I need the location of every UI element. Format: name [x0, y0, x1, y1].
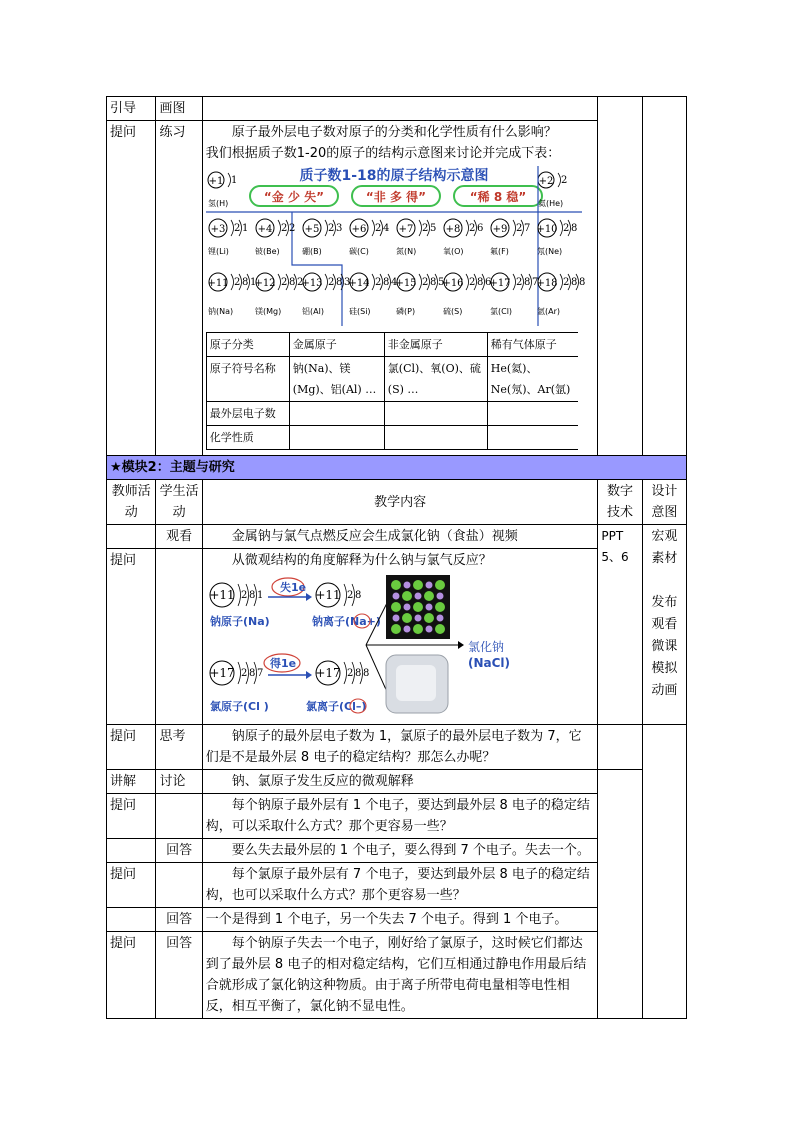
row-label: 化学性质 — [206, 426, 289, 450]
header-tech: 数字技术 — [598, 480, 642, 525]
shell-electron-count: 2 — [296, 277, 304, 288]
shell-electron-count: 1 — [241, 223, 249, 234]
shell-electron-count: 6 — [484, 277, 492, 288]
content-cell: 每个氯原子最外层有 7 个电子，要达到最外层 8 电子的稳定结构，也可以采取什么方式？那个更容易一些？ — [202, 863, 598, 908]
nucleus-charge: +6 — [351, 224, 367, 235]
spacer — [646, 570, 683, 592]
shell-electron-count: 4 — [390, 277, 398, 288]
content-cell: 一个是得到 1 个电子，另一个失去 7 个电子。得到 1 个电子。 — [202, 908, 598, 932]
nucleus-charge: +8 — [445, 224, 461, 235]
shell-electron-count: 2 — [468, 223, 476, 234]
content-cell: 钠原子的最外层电子数为 1，氯原子的最外层电子数为 7，它们是不是最外层 8 电子的稳定结构？那怎么办呢？ — [202, 725, 598, 770]
tech-cell — [598, 97, 642, 456]
atom-diagram — [209, 661, 263, 685]
nonmetal-atoms: 氯(Cl)、氧(O)、硫(S) … — [384, 357, 487, 402]
sodium-ion-sphere — [392, 615, 399, 622]
content-cell: 每个钠原子失去一个电子，刚好给了氯原子，这时候它们都达到了最外层 8 电子的相对稳定结构，它们互相通过静电作用最后结合就形成了氯化钠这种物质。由于离子所带电荷电量相等电性相反，相互平衡了，氯化钠不显电性。 — [202, 932, 598, 1019]
module-banner: ★模块2：主题与研究 — [107, 456, 687, 480]
shell-electron-count: 5 — [429, 223, 437, 234]
rule-badge-label: “金 少 失” — [263, 190, 324, 204]
cl-atom-label: 氯原子(Cl ) — [209, 700, 269, 713]
shell-electron-count: 1 — [230, 175, 238, 186]
nucleus-charge: +1 — [208, 176, 224, 187]
chloride-ion-sphere — [391, 580, 401, 590]
cl-ion-label: 氯离子(Cl–) — [305, 700, 367, 713]
chloride-ion-sphere — [413, 580, 423, 590]
header-cell: 金属原子 — [289, 333, 384, 357]
nucleus-charge: +9 — [492, 224, 508, 235]
shell-electron-count: 8 — [248, 590, 256, 601]
shell-electron-count: 8 — [362, 668, 370, 679]
element-name: 钠(Na) — [207, 307, 233, 316]
chloride-ion-sphere — [435, 580, 445, 590]
na-ion-label: 钠离子(Na+) — [311, 615, 381, 628]
student-activity-cell — [156, 863, 202, 908]
sodium-ion-sphere — [403, 582, 410, 589]
element-name: 氟(F) — [489, 247, 509, 256]
design-cell — [642, 97, 686, 456]
header-cell: 稀有气体原子 — [487, 333, 578, 357]
student-activity-cell: 思考 — [156, 725, 202, 770]
question-text: 原子最外层电子数对原子的分类和化学性质有什么影响？ — [231, 125, 557, 140]
shell-electron-count: 4 — [382, 223, 390, 234]
tech-cell: PPT 5、6 — [598, 525, 642, 725]
element-name: 氢(H) — [207, 199, 229, 208]
sodium-ion-sphere — [403, 626, 410, 633]
student-activity-cell: 讨论 — [156, 770, 202, 794]
teacher-activity-cell: 提问 — [107, 794, 156, 839]
row-label: 最外层电子数 — [206, 402, 289, 426]
teacher-activity-cell: 讲解 — [107, 770, 156, 794]
content-cell — [202, 549, 598, 725]
nucleus-charge: +14 — [348, 278, 370, 289]
teacher-activity-cell: 提问 — [107, 121, 156, 456]
nucleus-charge: +2 — [538, 176, 554, 187]
sodium-ion-sphere — [392, 593, 399, 600]
product-formula: (NaCl) — [467, 656, 510, 670]
teacher-activity-cell: 提问 — [107, 725, 156, 770]
nucleus-charge: +11 — [209, 588, 235, 602]
shell-electron-count: 2 — [562, 223, 570, 234]
shell-electron-count: 2 — [233, 277, 241, 288]
row-label: 原子符号名称 — [206, 357, 289, 402]
empty-cell — [289, 426, 384, 450]
atom-diagram — [209, 583, 263, 607]
shell-electron-count: 2 — [327, 277, 335, 288]
header-cell: 原子分类 — [206, 333, 289, 357]
chloride-ion-sphere — [424, 613, 434, 623]
design-intent-text: 宏观素材 — [651, 529, 678, 566]
student-activity-cell: 观看 — [156, 525, 202, 549]
chloride-ion-sphere — [435, 624, 445, 634]
shell-electron-count: 2 — [374, 223, 382, 234]
nucleus-charge: +16 — [442, 278, 464, 289]
student-activity-cell: 画图 — [156, 97, 202, 121]
empty-cell — [384, 426, 487, 450]
teacher-activity-cell: 提问 — [107, 549, 156, 725]
nucleus-charge: +13 — [301, 278, 323, 289]
chloride-ion-sphere — [402, 591, 412, 601]
design-cell — [642, 525, 686, 725]
shell-electron-count: 2 — [346, 668, 354, 679]
shell-electron-count: 8 — [429, 277, 437, 288]
shell-electron-count: 2 — [562, 277, 570, 288]
shell-electron-count: 2 — [560, 175, 568, 186]
shell-electron-count: 2 — [280, 223, 288, 234]
shell-electron-count: 7 — [523, 223, 531, 234]
sodium-ion-sphere — [425, 626, 432, 633]
content-cell: 每个钠原子最外层有 1 个电子，要达到最外层 8 电子的稳定结构，可以采取什么方式？那个更容易一些？ — [202, 794, 598, 839]
nucleus-charge: +7 — [398, 224, 414, 235]
shell-electron-count: 1 — [249, 277, 257, 288]
atom-diagram — [315, 661, 369, 685]
shell-electron-count: 8 — [570, 223, 578, 234]
table-row — [107, 525, 687, 549]
element-name: 氖(Ne) — [536, 247, 562, 256]
element-name: 铍(Be) — [254, 247, 280, 256]
atom-classification-table — [206, 332, 578, 450]
shell-electron-count: 3 — [343, 277, 351, 288]
nucleus-charge: +4 — [257, 224, 273, 235]
element-name: 氯(Cl) — [489, 307, 512, 316]
chloride-ion-sphere — [391, 602, 401, 612]
nucleus-charge: +11 — [207, 278, 229, 289]
sodium-ion-sphere — [403, 604, 410, 611]
nucleus-charge: +17 — [315, 666, 341, 680]
nucleus-charge: +3 — [210, 224, 226, 235]
chloride-ion-sphere — [413, 602, 423, 612]
content-cell: 金属钠与氯气点燃反应会生成氯化钠（食盐）视频 — [202, 525, 598, 549]
tech-cell — [598, 770, 642, 1019]
shell-electron-count: 8 — [248, 668, 256, 679]
header-cell: 非金属原子 — [384, 333, 487, 357]
element-name: 氮(N) — [395, 247, 417, 256]
design-intent-text: 发布观看微课模拟动画 — [651, 595, 678, 698]
element-name: 镁(Mg) — [254, 307, 282, 316]
gain-electron-label: 得1e — [269, 657, 296, 670]
metal-atoms: 钠(Na)、镁(Mg)、铝(Al) … — [289, 357, 384, 402]
nucleus-charge: +12 — [254, 278, 276, 289]
teacher-activity-cell — [107, 839, 156, 863]
nucleus-charge: +10 — [536, 224, 558, 235]
salt-crystal-highlight — [396, 665, 436, 701]
shell-electron-count: 2 — [515, 277, 523, 288]
arrow-head — [306, 671, 312, 679]
sodium-ion-sphere — [436, 593, 443, 600]
teacher-activity-cell — [107, 525, 156, 549]
shell-electron-count: 8 — [578, 277, 586, 288]
tech-cell — [598, 725, 642, 770]
element-name: 硫(S) — [442, 307, 463, 316]
lose-electron-label: 失1e — [279, 581, 306, 594]
header-design: 设计意图 — [642, 480, 686, 525]
chloride-ion-sphere — [391, 624, 401, 634]
shell-electron-count: 6 — [476, 223, 484, 234]
shell-electron-count: 8 — [335, 277, 343, 288]
nucleus-charge: +17 — [209, 666, 235, 680]
shell-electron-count: 8 — [354, 590, 362, 601]
shell-electron-count: 2 — [327, 223, 335, 234]
table-row — [107, 97, 687, 121]
figure-title: 质子数1-18的原子结构示意图 — [299, 168, 489, 184]
rule-badge-label: “稀 8 稳” — [469, 190, 527, 204]
module-banner-row — [107, 456, 687, 480]
product-name: 氯化钠 — [467, 640, 504, 654]
teacher-activity-cell: 提问 — [107, 932, 156, 1019]
element-name: 氩(Ar) — [536, 307, 560, 316]
student-activity-cell: 回答 — [156, 839, 202, 863]
atom-diagram — [315, 583, 361, 607]
table-row — [206, 426, 578, 450]
empty-cell — [289, 402, 384, 426]
shell-electron-count: 8 — [570, 277, 578, 288]
lesson-plan-table — [106, 96, 687, 1019]
shell-electron-count: 8 — [288, 277, 296, 288]
shell-electron-count: 1 — [256, 590, 264, 601]
sodium-ion-sphere — [414, 593, 421, 600]
shell-electron-count: 2 — [288, 223, 296, 234]
header-row — [107, 480, 687, 525]
element-name: 硼(B) — [301, 247, 322, 256]
atomic-structure-diagram — [206, 166, 586, 326]
header-content: 教学内容 — [202, 480, 598, 525]
nacl-crystal-image — [386, 575, 450, 639]
sodium-ion-sphere — [414, 615, 421, 622]
student-activity-cell: 练习 — [156, 121, 202, 456]
shell-electron-count: 2 — [374, 277, 382, 288]
empty-cell — [487, 426, 578, 450]
design-cell — [642, 725, 686, 1019]
sodium-ion-sphere — [425, 582, 432, 589]
element-name: 硅(Si) — [348, 307, 371, 316]
empty-cell — [487, 402, 578, 426]
element-name: 碳(C) — [348, 247, 369, 256]
shell-electron-count: 8 — [476, 277, 484, 288]
chloride-ion-sphere — [413, 624, 423, 634]
shell-electron-count: 2 — [233, 223, 241, 234]
nucleus-charge: +5 — [304, 224, 320, 235]
table-row — [206, 333, 578, 357]
shell-electron-count: 2 — [346, 590, 354, 601]
shell-electron-count: 8 — [241, 277, 249, 288]
shell-electron-count: 2 — [240, 590, 248, 601]
chloride-ion-sphere — [424, 591, 434, 601]
sodium-ion-sphere — [436, 615, 443, 622]
student-activity-cell — [156, 549, 202, 725]
nucleus-charge: +17 — [489, 278, 511, 289]
student-activity-cell: 回答 — [156, 932, 202, 1019]
shell-electron-count: 2 — [421, 223, 429, 234]
chloride-ion-sphere — [402, 613, 412, 623]
shell-electron-count: 7 — [531, 277, 539, 288]
student-activity-cell — [156, 794, 202, 839]
shell-electron-count: 3 — [335, 223, 343, 234]
shell-electron-count: 5 — [437, 277, 445, 288]
shell-electron-count: 2 — [468, 277, 476, 288]
na-atom-label: 钠原子(Na) — [209, 615, 270, 628]
header-student: 学生活动 — [156, 480, 202, 525]
shell-electron-count: 8 — [382, 277, 390, 288]
chloride-ion-sphere — [435, 602, 445, 612]
element-name: 锂(Li) — [207, 247, 229, 256]
element-name: 氧(O) — [442, 247, 464, 256]
empty-cell — [384, 402, 487, 426]
element-name: 氦(He) — [537, 199, 563, 208]
question-text: 从微观结构的角度解释为什么钠与氯气反应？ — [231, 553, 492, 568]
nacl-formation-diagram — [206, 573, 582, 721]
nucleus-charge: +11 — [315, 588, 341, 602]
instruction-text: 我们根据质子数1-20的原子的结构示意图来讨论并完成下表： — [205, 146, 561, 161]
table-row — [107, 725, 687, 770]
header-teacher: 教师活动 — [107, 480, 156, 525]
shell-electron-count: 2 — [240, 668, 248, 679]
shell-electron-count: 2 — [421, 277, 429, 288]
element-name: 铝(Al) — [301, 307, 324, 316]
teacher-activity-cell: 提问 — [107, 863, 156, 908]
table-row — [206, 402, 578, 426]
nucleus-charge: +18 — [536, 278, 558, 289]
content-cell — [202, 121, 598, 456]
noble-gas-atoms: He(氦)、Ne(氖)、Ar(氩) — [487, 357, 578, 402]
shell-electron-count: 7 — [256, 668, 264, 679]
content-cell — [202, 97, 598, 121]
sodium-ion-sphere — [425, 604, 432, 611]
shell-electron-count: 2 — [515, 223, 523, 234]
rule-badge-label: “非 多 得” — [365, 190, 426, 204]
shell-electron-count: 8 — [523, 277, 531, 288]
student-activity-cell: 回答 — [156, 908, 202, 932]
shell-electron-count: 8 — [354, 668, 362, 679]
element-name: 磷(P) — [395, 307, 415, 316]
shell-electron-count: 2 — [280, 277, 288, 288]
content-cell: 要么失去最外层的 1 个电子，要么得到 7 个电子。失去一个。 — [202, 839, 598, 863]
table-row — [107, 770, 687, 794]
arrow-head — [306, 593, 312, 601]
arrow-head — [458, 641, 464, 649]
table-row — [206, 357, 578, 402]
teacher-activity-cell — [107, 908, 156, 932]
nucleus-charge: +15 — [395, 278, 417, 289]
content-cell: 钠、氯原子发生反应的微观解释 — [202, 770, 598, 794]
teacher-activity-cell: 引导 — [107, 97, 156, 121]
